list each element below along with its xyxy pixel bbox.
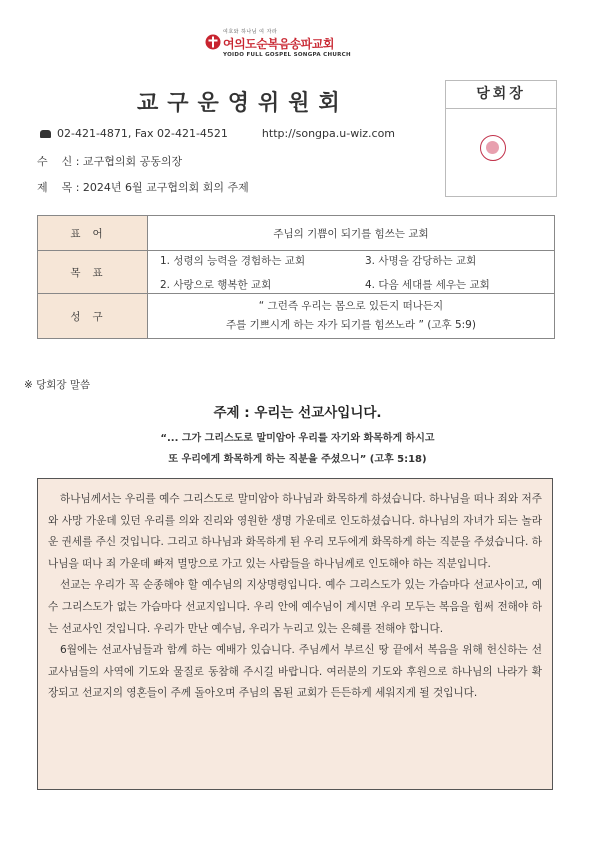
goal-item: 3. 사명을 감당하는 교회 xyxy=(365,254,477,267)
scripture-quote-line: “... 그가 그리스도로 말미암아 우리를 자기와 화목하게 하시고 xyxy=(160,433,435,444)
seal-stamp-icon xyxy=(480,135,506,161)
document-title: 교구운영위원회 xyxy=(137,91,349,116)
contact-numbers: 02-421-4871, Fax 02-421-4521 xyxy=(57,127,228,140)
website-url[interactable]: http://songpa.u-wiz.com xyxy=(261,127,396,140)
recipient-line: 수 신 : 교구협의회 공동의장 xyxy=(37,155,183,168)
table-row xyxy=(38,251,555,294)
goal-item: 4. 다음 세대를 세우는 교회 xyxy=(365,278,490,291)
verse-line: “ 그런즉 우리는 몸으로 있든지 떠나든지 xyxy=(258,300,444,312)
vision-text: 주님의 기쁨이 되기를 힘쓰는 교회 xyxy=(148,216,555,251)
church-name: 여의도순복음송파교회 xyxy=(223,37,334,51)
message-paragraph: 선교는 우리가 꼭 순종해야 할 예수님의 지상명령입니다. 예수 그리스도가 있는 가슴마다 선교사이고, 예수 그리스도가 없는 가슴마다 선교지입니다. 우리 안에 예수님이 계시면 우리 모두는 복음을 힘써 전해야 하는 선교사인 것입니다. 우리가 만난 예수님, 우리가 누리고 있는 은혜를 전해야 합니다. xyxy=(48,579,542,635)
contact-line xyxy=(40,127,395,140)
subject-line: 제 목 : 2024년 6월 교구협의회 회의 주제 xyxy=(37,181,249,194)
church-name-english: YOIDO FULL GOSPEL SONGPA CHURCH xyxy=(223,52,351,58)
church-emblem-icon xyxy=(205,34,221,50)
logo-tagline: 여호와 하나님 여 자라 xyxy=(223,29,278,35)
message-paragraph: 6월에는 선교사님들과 함께 하는 예배가 있습니다. 주님께서 부르신 땅 끝에서 복음을 위해 헌신하는 선교사님들의 사역에 기도와 물질로 동참해 주시길 바랍니다. 여러분의 기도와 후원으로 하나님의 나라가 확장되고 선교지의 영혼들이 주께 돌아오며 주님의 몸된 교회가 든든하게 세워지게 될 것입니다. xyxy=(48,644,542,700)
goal-item: 1. 성령의 능력을 경험하는 교회 xyxy=(160,254,306,267)
table-row xyxy=(38,294,555,339)
stamp-label: 당회장 xyxy=(446,81,556,109)
message-paragraph: 하나님께서는 우리를 예수 그리스도로 말미암아 하나님과 화목하게 하셨습니다. 하나님을 떠나 죄와 저주와 사망 가운데 있던 우리를 의와 진리와 영원한 생명 가운데로 인도하셨습니다. 하나님의 자녀가 되는 놀라운 권세를 주신 것입니다. 그리고 하나님과 화목하게 된 우리 모두에게 화목하게 하는 직분을 주셨습니다. 하나님을 떠나 죄 가운데 빠져 멸망으로 가고 있는 사람들을 하나님께로 인도해야 하는 직분입니다. xyxy=(48,493,542,570)
goals-cell xyxy=(148,251,555,294)
approval-stamp-box xyxy=(445,80,557,197)
message-theme: 주제 : 우리는 선교사입니다. xyxy=(213,405,382,421)
verse-line: 주를 기쁘시게 하는 자가 되기를 힘쓰노라 ” (고후 5:9) xyxy=(226,319,476,331)
table-row xyxy=(38,216,555,251)
church-summary-table xyxy=(37,215,555,339)
church-logo xyxy=(205,28,395,72)
goals-label: 목표 xyxy=(38,251,148,294)
vision-label: 표어 xyxy=(38,216,148,251)
verse-label: 성구 xyxy=(38,294,148,339)
scripture-quote-line: 또 우리에게 화목하게 하는 직분을 주셨으니” (고후 5:18) xyxy=(168,454,427,465)
verse-cell xyxy=(148,294,555,339)
telephone-icon xyxy=(40,130,51,138)
goal-item: 2. 사랑으로 행복한 교회 xyxy=(160,278,272,291)
section-label: ※ 당회장 말씀 xyxy=(24,379,91,391)
pastor-message-box xyxy=(37,478,553,790)
